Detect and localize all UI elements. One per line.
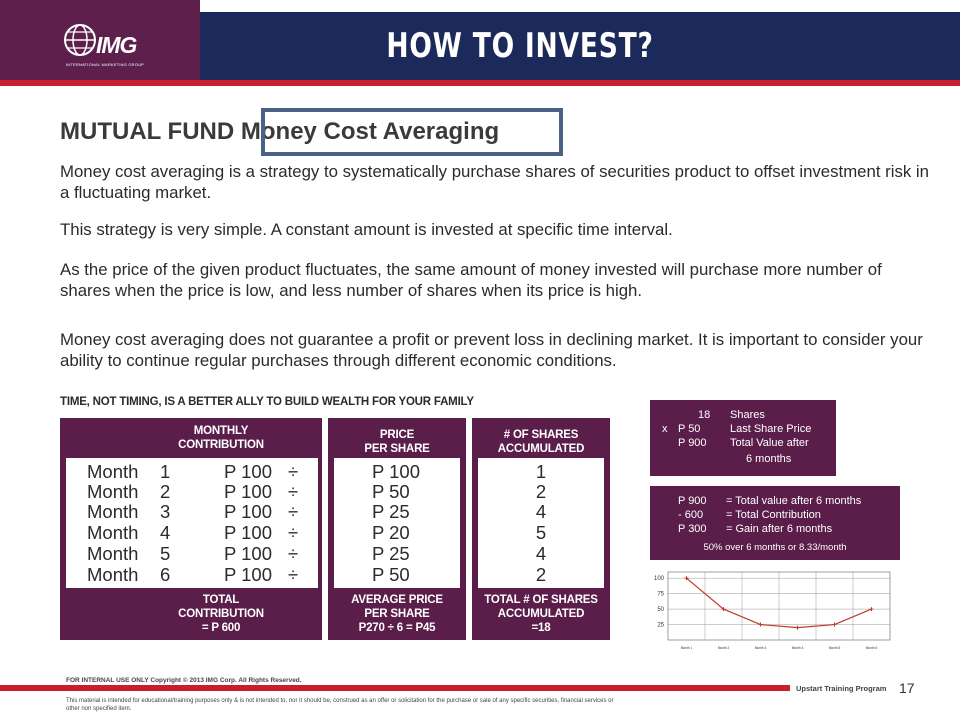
chart-ytick: 75: [657, 591, 664, 598]
page-number: 17: [899, 680, 915, 696]
table-cell: P 25: [372, 543, 410, 564]
table-cell: P 50: [372, 564, 410, 585]
table-heading: TIME, NOT TIMING, IS A BETTER ALLY TO BUILD WEALTH FOR YOUR FAMILY: [60, 396, 474, 408]
calc-box-gain: P 900 = Total value after 6 months - 600 = Total Contribution P 300 = Gain after 6 months 50% over 6 months or 8.33/month: [650, 486, 900, 560]
contribution-footer-line1: TOTAL: [202, 594, 240, 606]
shares-header-line2: ACCUMULATED: [497, 443, 585, 455]
table-cell: 1: [535, 461, 547, 482]
calc-box-value: 18 Shares x P 50 Last Share Price P 900 Total Value after 6 months: [650, 400, 836, 476]
price-footer-line3: P270 ÷ 6 = P45: [358, 622, 436, 634]
table-cell: P 20: [372, 522, 410, 543]
calc-note: 50% over 6 months or 8.33/month: [703, 542, 847, 553]
paragraph-disclaimer: Money cost averaging does not guarantee a profit or prevent loss in declining market. It is important to consider your ability to continue regular purchases through different economic conditions.: [60, 330, 923, 370]
chart-point: [870, 607, 874, 611]
shares-header-line1: # OF SHARES: [503, 429, 579, 441]
price-line-chart: [640, 568, 900, 658]
price-footer-line2: PER SHARE: [364, 608, 430, 620]
contribution-panel: [60, 418, 322, 640]
table-cell: 2: [535, 564, 547, 585]
table-cell: 4: [535, 543, 547, 564]
chart-xtick: Month 5: [828, 646, 841, 650]
chart-ytick: 25: [657, 622, 664, 629]
paragraph-definition: Money cost averaging is a strategy to systematically purchase shares of securities product to offset investment risk in a fluctuating market.: [60, 162, 929, 202]
shares-footer-line2: ACCUMULATED: [497, 608, 585, 620]
chart-point: [759, 623, 763, 627]
contribution-header-line2: CONTRIBUTION: [178, 439, 264, 451]
paragraph-strategy: This strategy is very simple. A constant amount is invested at specific time interval.: [60, 220, 673, 239]
chart-xtick: Month 6: [865, 646, 878, 650]
shares-body: [478, 458, 604, 588]
table-cell: 2: [535, 481, 547, 502]
highlight-frame: [261, 108, 563, 156]
logo-text: IMG: [96, 32, 137, 58]
contribution-footer-line2: CONTRIBUTION: [178, 608, 264, 620]
contribution-header-line1: MONTHLY: [193, 425, 249, 437]
price-header-line1: PRICE: [379, 429, 415, 441]
table-cell: P 100: [372, 461, 421, 482]
header-divider: [0, 80, 960, 86]
chart-ytick: 50: [657, 607, 664, 614]
table-cell: 4: [535, 501, 547, 522]
page-title-highlight: Money Cost Averaging: [240, 118, 500, 145]
footer-program: Upstart Training Program: [796, 684, 887, 693]
table-cell: P 25: [372, 501, 410, 522]
chart-xtick: Month 2: [717, 646, 730, 650]
price-footer-line1: AVERAGE PRICE: [351, 594, 443, 606]
footer-divider: [0, 685, 790, 691]
contribution-footer-line3: = P 600: [201, 622, 241, 634]
chart-point: [796, 626, 800, 630]
table-cell: 5: [535, 522, 547, 543]
price-panel: [328, 418, 466, 640]
page-title-prefix: MUTUAL FUND: [60, 118, 241, 145]
price-header-line2: PER SHARE: [364, 443, 430, 455]
contribution-body: Month 1 P 100 ÷ Month 2 P 100 ÷ Month 3 P 100 ÷ Month 4 P 100 ÷ Month 5 P 100 ÷ Month 6 P 100 ÷: [66, 458, 318, 588]
chart-ytick: 100: [653, 576, 664, 583]
footer-copyright: FOR INTERNAL USE ONLY Copyright © 2013 IMG Corp. All Rights Reserved.: [66, 677, 302, 684]
logo-subtitle: INTERNATIONAL MARKETING GROUP: [66, 62, 145, 67]
table-cell: P 50: [372, 481, 410, 502]
footer-disclaimer: This material is intended for educational/training purposes only & is not intended to, nor it should be, construed as an offer or solicitation for the purchase or sale of any specific securities, financial services or other non specified item.: [66, 698, 614, 712]
price-body: [334, 458, 460, 588]
slide-title: HOW TO INVEST?: [386, 26, 654, 66]
chart-xtick: Month 4: [791, 646, 804, 650]
chart-xtick: Month 3: [754, 646, 767, 650]
shares-footer-line1: TOTAL # OF SHARES: [484, 594, 598, 606]
shares-panel: [472, 418, 610, 640]
shares-footer-line3: =18: [531, 622, 551, 634]
paragraph-fluctuation: As the price of the given product fluctuates, the same amount of money invested will purchase more number of shares when the price is low, and less number of shares when its price is high.: [60, 260, 882, 300]
chart-xtick: Month 1: [680, 646, 693, 650]
chart-point: [833, 623, 837, 627]
